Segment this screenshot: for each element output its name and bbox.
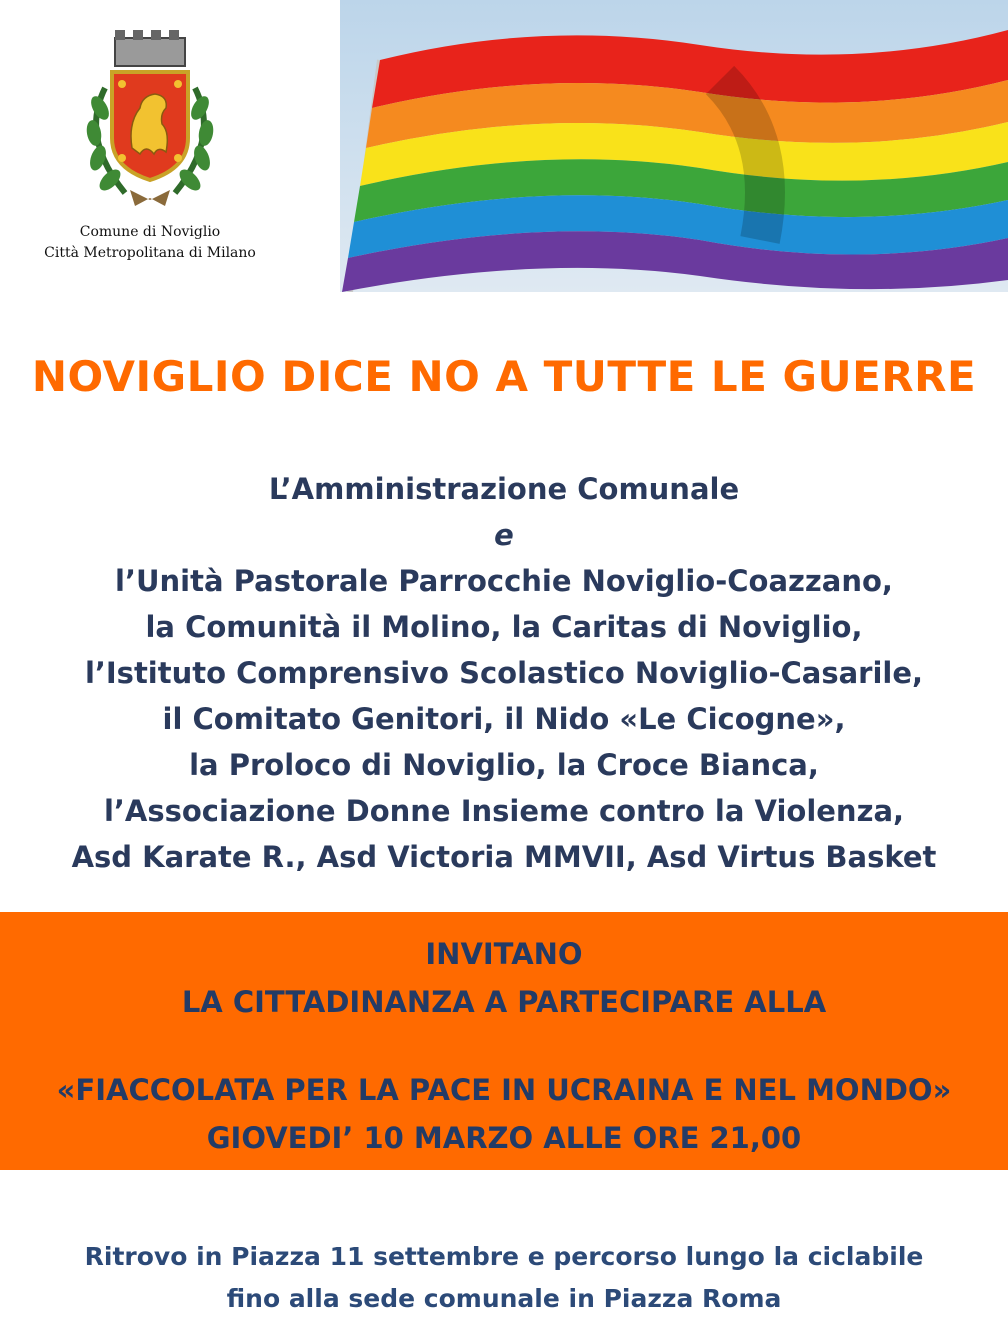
header <box>0 0 1008 292</box>
organizer-line: l’Unità Pastorale Parrocchie Noviglio-Coazzano, <box>115 564 893 598</box>
crest-caption <box>30 222 270 264</box>
meeting-info-line1: Ritrovo in Piazza 11 settembre e percorso lungo la ciclabile <box>84 1242 924 1271</box>
organizer-line: la Proloco di Noviglio, la Croce Bianca, <box>189 748 819 782</box>
invitation-line2: LA CITTADINANZA A PARTECIPARE ALLA <box>181 985 827 1019</box>
organizer-line: il Comitato Genitori, il Nido «Le Cicogne», <box>162 702 846 736</box>
meeting-info <box>0 1236 1008 1320</box>
spacer <box>0 1026 1008 1066</box>
organizer-line: l’Istituto Comprensivo Scolastico Noviglio-Casarile, <box>84 656 924 690</box>
rainbow-flag-icon <box>340 0 1008 292</box>
page-title: NOVIGLIO DICE NO A TUTTE LE GUERRE <box>31 352 977 401</box>
organizer-line: L’Amministrazione Comunale <box>268 472 740 506</box>
invitation-line1: INVITANO <box>425 937 583 971</box>
organizer-line: la Comunità il Molino, la Caritas di Noviglio, <box>145 610 863 644</box>
organizer-line: l’Associazione Donne Insieme contro la Violenza, <box>103 794 905 828</box>
organizers-list <box>0 466 1008 880</box>
invitation-text <box>0 930 1008 1162</box>
rainbow-flag-image <box>340 0 1008 292</box>
crest-caption-line1: Comune di Noviglio <box>79 224 221 240</box>
event-datetime: GIOVEDI’ 10 MARZO ALLE ORE 21,00 <box>206 1121 802 1155</box>
conjunction: e <box>494 518 514 552</box>
crest-caption-line2: Città Metropolitana di Milano <box>44 245 256 261</box>
event-name: «FIACCOLATA PER LA PACE IN UCRAINA E NEL MONDO» <box>56 1073 952 1107</box>
municipal-crest <box>30 28 270 268</box>
organizer-line: Asd Karate R., Asd Victoria MMVII, Asd Virtus Basket <box>71 840 937 874</box>
meeting-info-line2: fino alla sede comunale in Piazza Roma <box>226 1284 782 1313</box>
coat-of-arms-icon <box>70 28 230 218</box>
invitation-band <box>0 912 1008 1170</box>
